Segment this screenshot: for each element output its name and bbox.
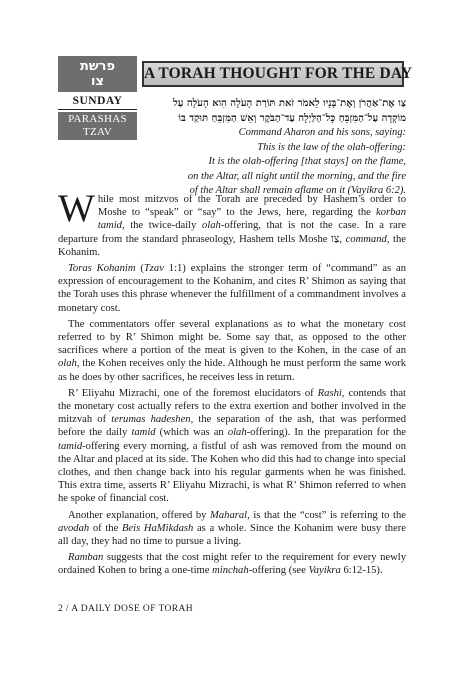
text: olah <box>227 427 247 439</box>
parashas-box <box>58 112 137 140</box>
section-banner: A TORAH THOUGHT FOR THE DAY <box>142 61 404 87</box>
text: olah <box>201 220 221 232</box>
verse-english-line: This is the law of the olah-offering: <box>257 141 406 153</box>
text: Maharal <box>210 509 248 521</box>
text: Beis HaMikdash <box>121 522 194 534</box>
text: -offering). In the preparation for the <box>246 427 407 439</box>
page-footer: 2 / A DAILY DOSE OF TORAH <box>58 604 194 614</box>
text: korban tamid, <box>97 207 406 232</box>
text: avodah <box>58 522 90 534</box>
text: Toras Kohanim <box>68 263 136 275</box>
text: , the Kohanim. <box>58 233 406 258</box>
verse-english-line: It is the olah-offering [that stays] on the flame, <box>208 156 406 167</box>
text: , the separation of the ash, that was performed before the daily <box>58 414 407 439</box>
verse-english-line: of the Altar shall remain aflame on it (Vayikra 6:2). <box>189 185 406 196</box>
parsha-hebrew-label: פרשת <box>79 59 116 74</box>
text: terumas hadeshen <box>111 414 191 426</box>
text: The commentators offer several explanations as to what the monetary cost referred to by R’ Shimon might be. Some say that, as opposed to the other sacrifices where a portion of the meat is given to the Kohen, in the case of an <box>58 318 406 357</box>
text: Tzav <box>143 263 164 275</box>
text: tamid <box>131 427 156 439</box>
text: hile most mitzvos of the Torah are preceded by Hashem’s order to Moshe to “speak” or “say” to the Jews, here, regarding the <box>97 194 406 219</box>
text: Rashi, <box>317 387 345 399</box>
parsha-box <box>58 56 137 92</box>
text: , is that the “cost” is referring to the <box>247 509 406 521</box>
text: minchah <box>212 565 249 577</box>
text: R’ Eliyahu Mizrachi, one of the foremost elucidators of <box>68 387 318 399</box>
text: Ramban <box>68 552 104 564</box>
parashas-label: PARASHAS <box>68 113 127 125</box>
paragraph <box>58 387 406 506</box>
text: the twice-daily <box>124 220 202 232</box>
text: ( <box>135 263 144 275</box>
verse-hebrew-line: מוֹקְדָה עַל־הַמִּזְבֵּחַ כָּל־הַלַּיְלָה עַד־הַבֹּקֶר וְאֵשׁ הַמִּזְבֵּחַ תּוּקַד בּוֹ <box>178 112 406 124</box>
paragraph <box>58 262 406 315</box>
text: (which was an <box>155 427 228 439</box>
text: 1:1) explains the stronger term of “command” as an expression of encouragement to the Kohanim, and cites R’ Shimon as saying that the Torah uses this phrase whenever the fulfillment of a commandment involves a monetary cost. <box>58 263 406 314</box>
paragraph <box>58 318 406 384</box>
text: contends that the monetary cost actually refers to the extra exertion and bother involved in the mitzvah of <box>58 387 406 426</box>
verse-english-line: on the Altar, all night until the morning, and the fire <box>187 170 406 182</box>
day-label: SUNDAY <box>58 95 137 110</box>
text: of the <box>89 522 122 534</box>
text: suggests that the cost might refer to the requirement for every newly ordained Kohen to bring a one-time <box>58 552 406 577</box>
paragraph <box>58 509 406 549</box>
hebrew-word: צַו <box>331 233 340 245</box>
verse-hebrew-line: צַו אֶת־אַהֲרֹן וְאֶת־בָּנָיו לֵאמֹר זֹאת תּוֹרַת הָעֹלָה הִוא הָעֹלָה עַל <box>173 98 406 109</box>
parashas-name: TZAV <box>82 126 113 138</box>
sidebar <box>58 56 137 140</box>
text: -offering (see <box>248 565 309 577</box>
text: , the Kohen receives only the hide. Although he must perform the same work as he does by other sacrifices, he receives less in return. <box>58 358 406 383</box>
text: , <box>339 233 346 245</box>
verse-english-line: Command Aharon and his sons, saying: <box>238 127 406 138</box>
paragraph <box>58 551 406 577</box>
verse-block <box>140 97 406 199</box>
text: tamid <box>58 440 83 452</box>
text: olah <box>58 358 77 370</box>
text: command <box>345 233 387 245</box>
text: Vayikra <box>308 565 341 577</box>
text: as a whole. Since the Kohanim were busy there all day, they had no time to pursue a living. <box>58 522 406 548</box>
text: -offering, that is not the case. In a rare departure from the standard phraseology, Hashem tells Moshe <box>58 220 406 245</box>
drop-cap: W <box>58 187 95 230</box>
text: Another explanation, offered by <box>68 509 211 521</box>
text: -offering every morning, a fistful of ash was removed from the mound on the Altar and placed at its side. The Kohen who did this had to change into special clothes, and then change back into his regular garments when he was finished. This extra time, asserts R’ Eliyahu Mizrachi, is what R’ Shimon referred to when he spoke of financial cost. <box>58 440 406 505</box>
parsha-hebrew-name: צו <box>91 74 104 89</box>
text: 6:12-15). <box>340 565 383 577</box>
